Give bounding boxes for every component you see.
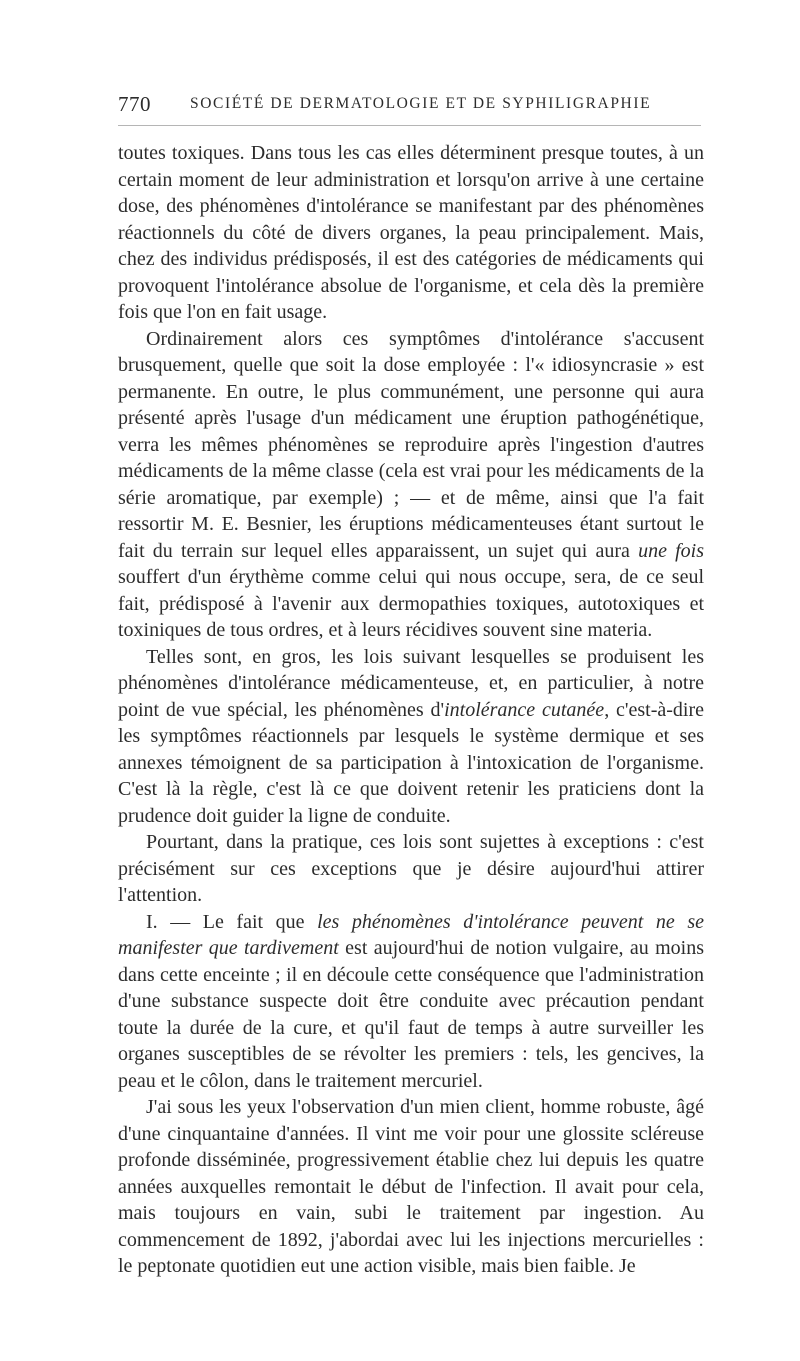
page-number: 770 <box>118 92 151 116</box>
paragraph-5-text-after: est aujourd'hui de notion vulgaire, au moins dans cette enceinte ; il en découle cette conséquence que l'administration d'une substance suspecte doit être conduite avec précaution pendant toute la durée de la cure, et qu'il faut de temps à autre surveiller les organes susceptibles de se révolter les premiers : tels, les gencives, la peau et le côlon, dans le traitement mercuriel. <box>118 937 705 1092</box>
paragraph-1 <box>118 140 704 326</box>
paragraph-6 <box>118 1094 704 1280</box>
paragraph-5-text: I. — Le fait que <box>146 910 305 933</box>
paragraph-1-text: toutes toxiques. Dans tous les cas elles déterminent presque toutes, à un certain moment de leur administration et lorsqu'on arrive à une certaine dose, des phénomènes d'intolérance se manifestant par des phénomènes réactionnels du côté de divers organes, la peau principalement. Mais, chez des individus prédisposés, il est des catégories de médicaments qui provoquent l'intolérance absolue de l'organisme, et cela dès la première fois que l'on en fait usage. <box>118 142 704 323</box>
page-header <box>118 92 703 116</box>
running-title: SOCIÉTÉ DE DERMATOLOGIE ET DE SYPHILIGRAPHIE <box>190 95 652 112</box>
paragraph-6-text: J'ai sous les yeux l'observation d'un mien client, homme robuste, âgé d'une cinquantaine d'années. Il vint me voir pour une glossite scléreuse profonde disséminée, progressivement établie chez lui depuis les quatre années auxquelles remontait le début de l'infection. Il avait pour cela, mais toujours en vain, subi le traitement par ingestion. Au commencement de 1892, j'abordai avec lui les injections mercurielles : le peptonate quotidien eut une action visible, mais bien faible. Je <box>118 1096 704 1277</box>
paragraph-2 <box>118 326 704 644</box>
paragraph-3-italic: intolérance cutanée <box>444 698 605 721</box>
paragraph-3 <box>118 644 704 830</box>
paragraph-3-text: Telles sont, en gros, les lois suivant lesquelles se produisent les phénomènes d'intolérance médicamenteuse, et, en particulier, à notre point de vue spécial, les phénomènes d' <box>118 645 704 721</box>
paragraph-5-italic: les phénomènes d'intolérance peuvent ne se manifester que tardivement <box>118 910 704 959</box>
paragraph-2-italic: une fois <box>638 539 705 562</box>
paragraph-4 <box>118 829 704 909</box>
header-rule <box>118 125 701 126</box>
paragraph-2-text-after: souffert d'un érythème comme celui qui nous occupe, sera, de ce seul fait, prédisposé à l'avenir aux dermopathies toxiques, autotoxiques et toxiniques de tous ordres, et à leurs récidives souvent sine materia. <box>118 566 704 641</box>
paragraph-3-text-after: , c'est-à-dire les symptômes réactionnels par lesquels le système dermique et ses annexes témoignent de sa participation à l'intoxication de l'organisme. C'est là la règle, c'est là ce que doivent retenir les praticiens dont la prudence doit guider la ligne de conduite. <box>118 698 704 827</box>
body-text <box>118 140 704 1280</box>
paragraph-5 <box>118 909 704 1095</box>
paragraph-4-text: Pourtant, dans la pratique, ces lois sont sujettes à exceptions : c'est précisément sur ces exceptions que je désire aujourd'hui attirer l'attention. <box>118 831 704 906</box>
paragraph-2-text: Ordinairement alors ces symptômes d'intolérance s'accusent brusquement, quelle que soit la dose employée : l'« idiosyncrasie » est permanente. En outre, le plus communément, une personne qui aura présenté après l'usage d'un médicament une éruption pathogénétique, verra les mêmes phénomènes se reproduire après l'ingestion d'autres médicaments de la même classe (cela est vrai pour les médicaments de la série aromatique, par exemple) ; — et de même, ainsi que l'a fait ressortir M. E. Besnier, les éruptions médicamenteuses étant surtout le fait du terrain sur lequel elles apparaissent, un sujet qui aura <box>118 327 704 562</box>
